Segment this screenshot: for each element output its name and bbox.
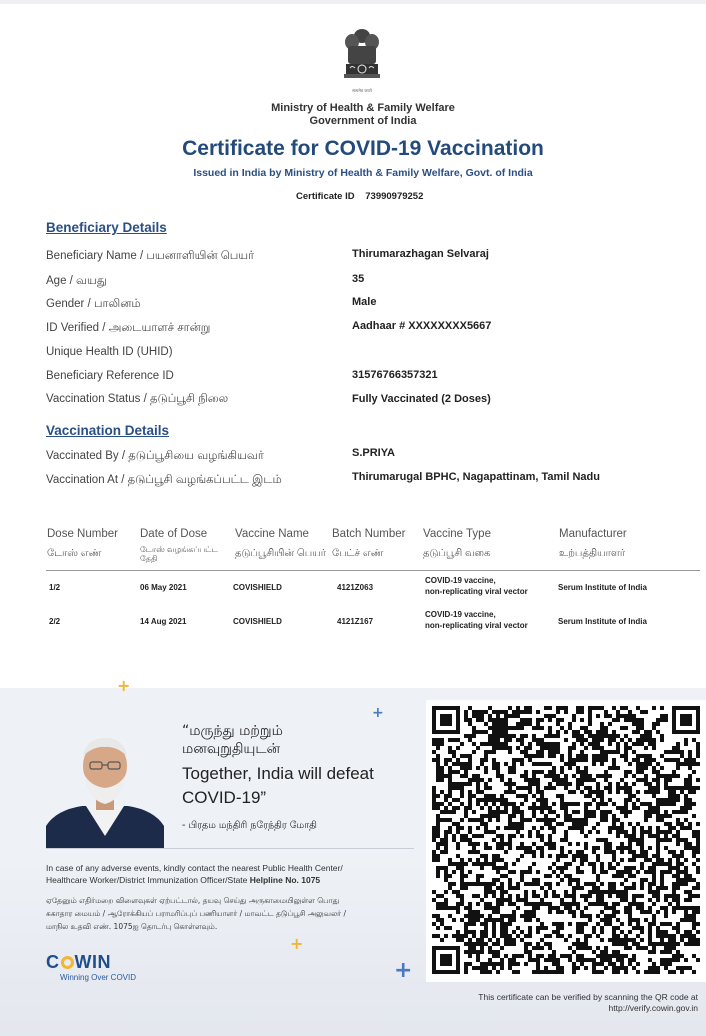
col-batch-number: Batch Number	[332, 528, 406, 540]
verify-url: http://verify.cowin.gov.in	[608, 1003, 698, 1013]
helpline-notice	[46, 862, 416, 886]
quote-english-line2: COVID-19”	[182, 788, 267, 807]
quote-english-line1: Together, India will defeat	[182, 764, 374, 783]
quote-tamil-line2: மனவுறுதியுடன்	[182, 741, 281, 757]
vaccine-type-cell-line2: non-replicating viral vector	[425, 621, 528, 630]
quote-tamil-line1: “மருந்து மற்றும்	[182, 723, 283, 739]
cowin-logo-c: C	[46, 952, 60, 972]
beneficiary-name-label: Beneficiary Name / பயனாளியின் பெயர்	[46, 250, 255, 262]
col-date-of-dose-ta: டோஸ் வழங்கப்பட்ட தேதி	[140, 545, 218, 563]
col-vaccine-name: Vaccine Name	[235, 528, 309, 540]
helpline-notice-tamil	[46, 894, 418, 933]
vaccinated-by-value: S.PRIYA	[352, 447, 396, 459]
age-value: 35	[352, 273, 365, 285]
quote-english	[182, 762, 374, 810]
government-name: Government of India	[309, 115, 417, 127]
quote-attribution: - பிரதம மந்திரி நரேந்திர மோதி	[182, 820, 317, 831]
prime-minister-portrait	[46, 734, 164, 848]
plus-decoration-icon: +	[290, 934, 304, 953]
helpline-ta-line3: மாநில உதவி எண். 1075ஐ தொடர்பு கொள்ளவும்.	[46, 922, 218, 931]
dose-number-cell: 1/2	[49, 583, 61, 592]
vaccinated-by-label: Vaccinated By / தடுப்பூசியை வழங்கியவர்	[46, 450, 264, 462]
plus-decoration-icon: +	[117, 676, 131, 695]
col-date-of-dose: Date of Dose	[140, 528, 208, 540]
col-dose-number-ta: டோஸ் எண்	[47, 548, 102, 559]
verify-line1: This certificate can be verified by scanning the QR code at	[478, 992, 698, 1002]
table-header-divider	[46, 570, 700, 571]
quote-tamil	[182, 722, 283, 758]
vaccine-type-cell-line1: COVID-19 vaccine,	[425, 576, 496, 585]
emblem-motto: सत्यमेव जयते	[352, 88, 372, 93]
vaccination-heading: Vaccination Details	[46, 423, 170, 438]
dose-date-cell: 14 Aug 2021	[140, 617, 187, 626]
national-emblem-icon	[338, 26, 386, 94]
cowin-o-plus-icon	[61, 956, 74, 969]
manufacturer-cell: Serum Institute of India	[558, 583, 647, 592]
helpline-ta-line1: ஏதேனும் எதிர்மறை விளைவுகள் ஏற்பட்டால், தயவு செய்து அருகாமையிலுள்ள பொது	[46, 896, 340, 905]
helpline-number: Helpline No. 1075	[249, 875, 321, 885]
batch-number-cell: 4121Z063	[337, 583, 374, 592]
vaccine-name-cell: COVISHIELD	[233, 617, 282, 626]
gender-label: Gender / பாலினம்	[46, 298, 141, 310]
plus-decoration-icon: +	[394, 958, 413, 983]
certificate-id-label: Certificate ID	[296, 191, 355, 202]
col-manufacturer-ta: உற்பத்தியாளர்	[559, 548, 626, 559]
dose-number-cell: 2/2	[49, 617, 61, 626]
vaccination-status-value: Fully Vaccinated (2 Doses)	[352, 393, 491, 405]
beneficiary-heading: Beneficiary Details	[46, 220, 167, 235]
ministry-name: Ministry of Health & Family Welfare	[271, 102, 455, 114]
plus-decoration-icon: +	[372, 705, 384, 721]
beneficiary-name-value: Thirumarazhagan Selvaraj	[352, 248, 489, 260]
verification-note	[420, 992, 698, 1014]
col-vaccine-type: Vaccine Type	[423, 528, 491, 540]
col-batch-number-ta: பேட்ச் எண்	[332, 548, 384, 559]
helpline-line1: In case of any adverse events, kindly contact the nearest Public Health Center/	[46, 863, 343, 873]
col-vaccine-name-ta: தடுப்பூசியின் பெயர்	[235, 548, 326, 559]
gender-value: Male	[352, 296, 377, 308]
certificate-id-value: 73990979252	[365, 191, 424, 202]
vaccine-type-cell-line2: non-replicating viral vector	[425, 587, 528, 596]
helpline-line2	[46, 874, 416, 886]
vaccine-type-cell-line1: COVID-19 vaccine,	[425, 610, 496, 619]
reference-id-value: 31576766357321	[352, 369, 438, 381]
top-divider	[0, 0, 706, 4]
col-dose-number: Dose Number	[47, 528, 118, 540]
issued-by: Issued in India by Ministry of Health & Family Welfare, Govt. of India	[193, 167, 533, 179]
age-label: Age / வயது	[46, 275, 107, 287]
certificate-id-line	[296, 191, 423, 202]
verification-qr-code	[432, 706, 700, 974]
certificate-title: Certificate for COVID-19 Vaccination	[182, 137, 544, 160]
helpline-ta-line2: சுகாதார மையம் / ஆரோக்கியப் பராமரிப்புப் பணியாளர் / மாவட்ட தடுப்பூசி அலுவலர் /	[46, 909, 347, 918]
vaccinated-at-value: Thirumarugal BPHC, Nagapattinam, Tamil Nadu	[352, 471, 600, 483]
dose-date-cell: 06 May 2021	[140, 583, 187, 592]
cowin-logo	[46, 952, 111, 973]
id-verified-value: Aadhaar # XXXXXXXX5667	[352, 320, 492, 332]
col-manufacturer: Manufacturer	[559, 528, 627, 540]
vaccinated-at-label: Vaccination At / தடுப்பூசி வழங்கப்பட்ட இடம்	[46, 474, 282, 486]
id-verified-label: ID Verified / அடையாளச் சான்று	[46, 322, 211, 334]
cowin-logo-win: WIN	[74, 952, 111, 972]
batch-number-cell: 4121Z167	[337, 617, 374, 626]
manufacturer-cell: Serum Institute of India	[558, 617, 647, 626]
col-vaccine-type-ta: தடுப்பூசி வகை	[423, 548, 491, 559]
vaccination-status-label: Vaccination Status / தடுப்பூசி நிலை	[46, 393, 229, 405]
helpline-line2-text: Healthcare Worker/District Immunization Officer/State	[46, 875, 248, 885]
footer-divider	[46, 848, 414, 849]
cowin-tagline: Winning Over COVID	[60, 973, 137, 982]
uhid-label: Unique Health ID (UHID)	[46, 346, 173, 358]
reference-id-label: Beneficiary Reference ID	[46, 370, 174, 382]
vaccine-name-cell: COVISHIELD	[233, 583, 282, 592]
